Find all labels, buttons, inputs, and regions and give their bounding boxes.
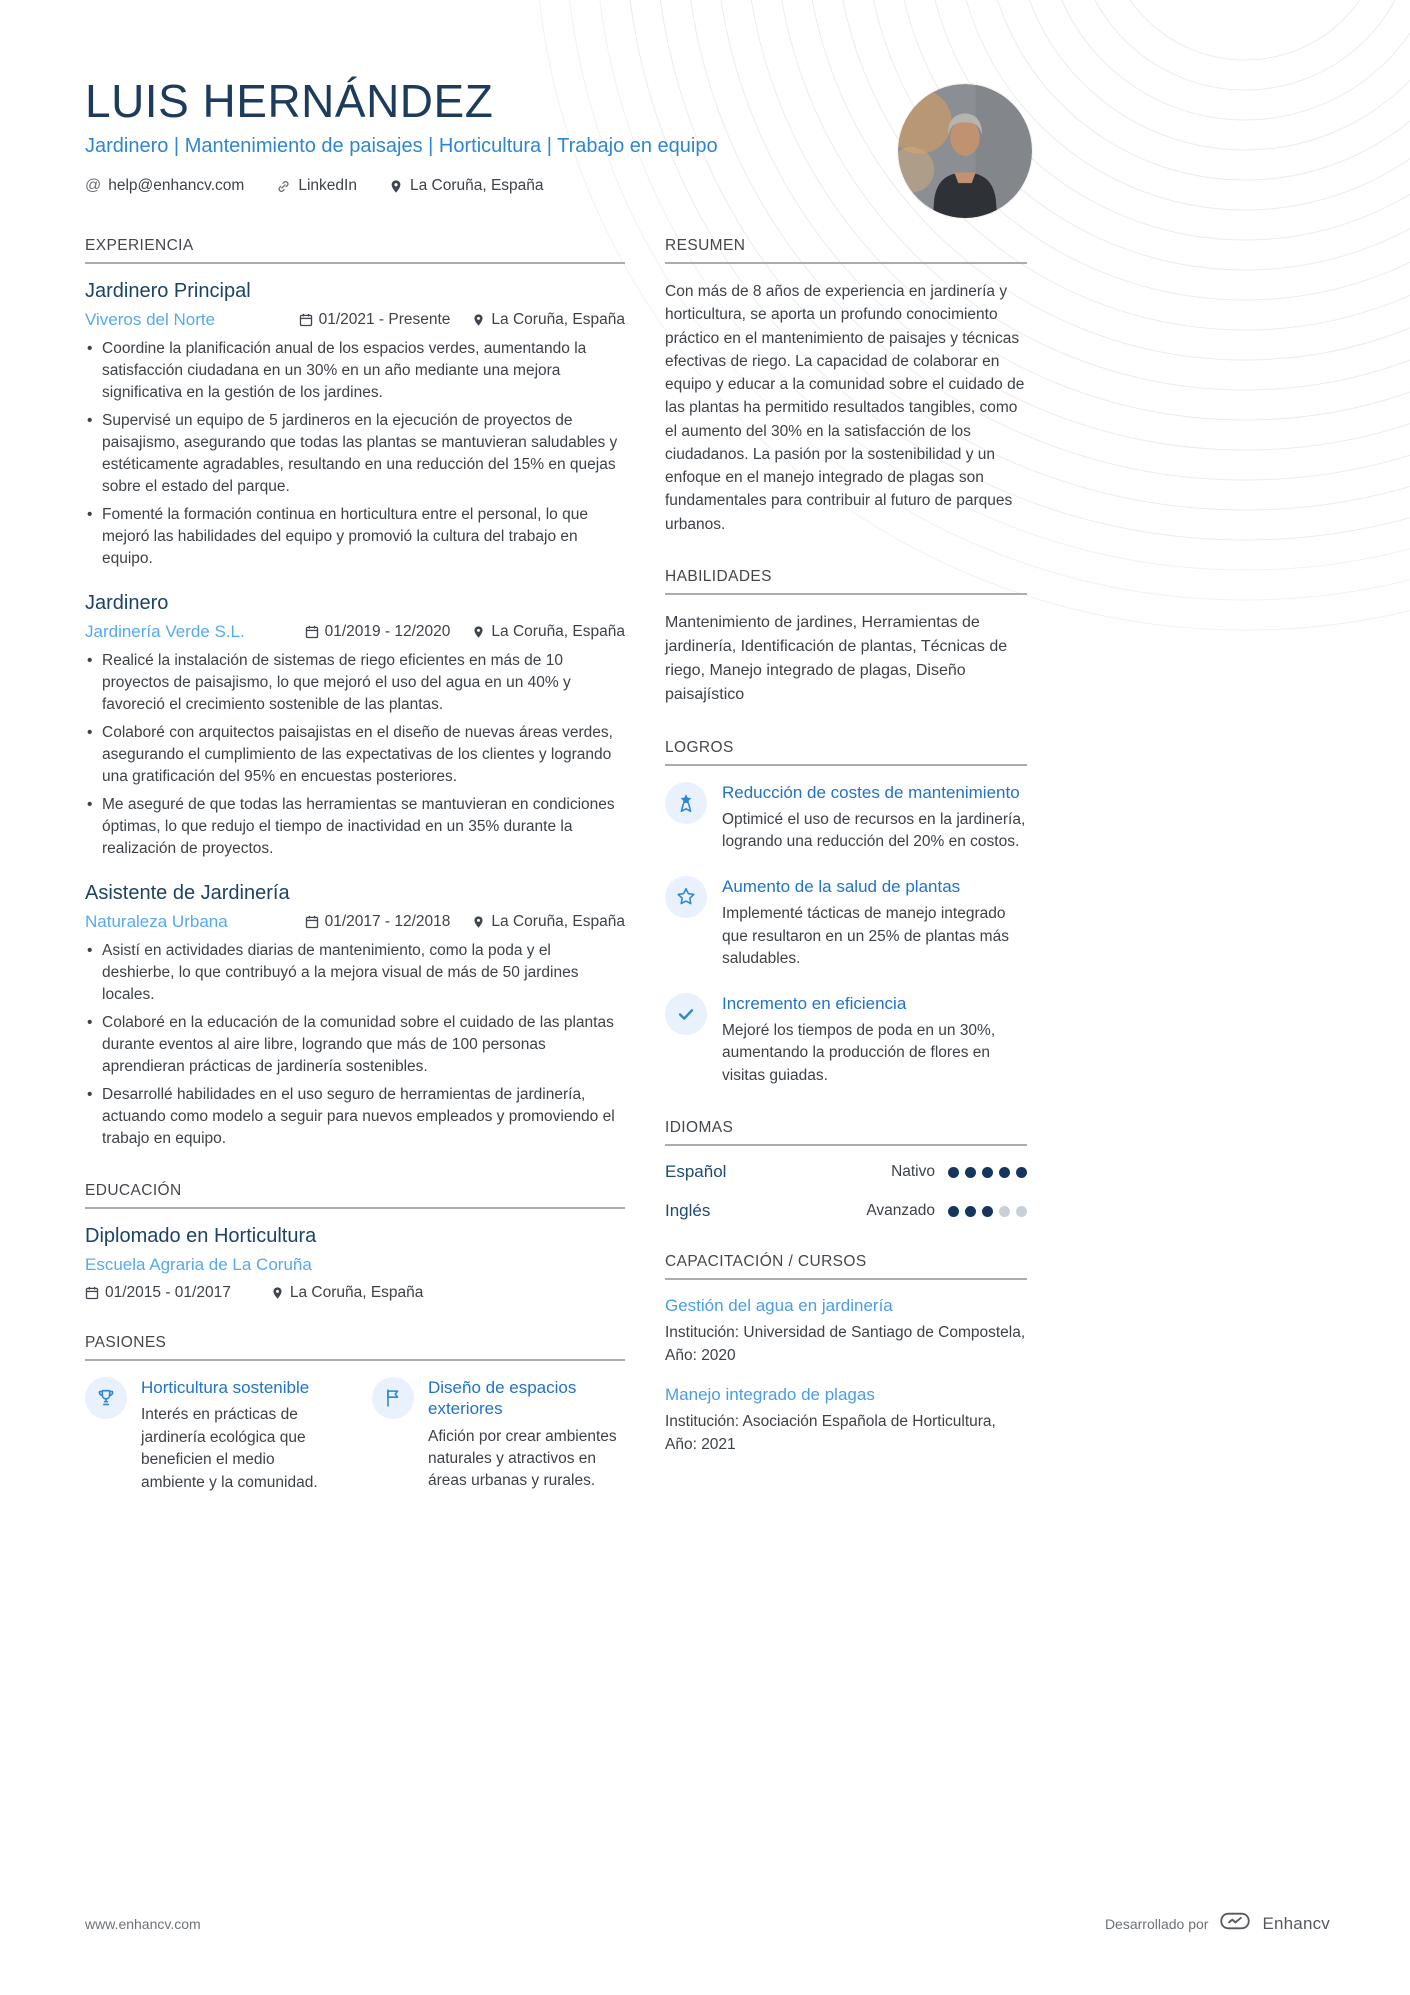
education-location [271,1284,424,1302]
trophy-icon [85,1377,127,1419]
job-entry-3 [85,882,625,1150]
calendar-icon [305,625,319,639]
course-text: Institución: Asociación Española de Horticultura, Año: 2021 [665,1413,996,1453]
passions-section [85,1334,625,1494]
skills-section [665,568,1027,707]
link-icon [276,179,291,194]
job-dates-text: 01/2019 - 12/2020 [324,623,451,640]
bullet-point: • Colaboré con arquitectos paisajistas en el diseño de nuevas áreas verdes, asegurando el cumplimiento de las expectativas de los clientes y logrando una gratificación del 95% en encuestas posteriores. [85,722,625,788]
at-icon: @ [85,177,102,194]
bullet-point: • Desarrollé habilidades en el uso seguro de herramientas de jardinería, actuando como modelo a seguir para nuevos empleados y promoviendo el trabajo en equipo. [85,1084,625,1150]
job-bullets [85,940,625,1150]
achievements-section [665,739,1027,1088]
job-location-text: La Coruña, España [491,623,625,640]
course-text: Institución: Universidad de Santiago de Compostela, Año: 2020 [665,1324,1026,1364]
achievement-item-2 [665,876,1027,971]
calendar-icon [305,915,319,929]
achievement-content [722,876,1027,971]
location-icon [271,1286,284,1300]
passion-content [428,1377,625,1494]
job-bullets [85,650,625,860]
course-title: Gestión del agua en jardinería [665,1296,893,1316]
language-row-1 [665,1162,1027,1182]
location-icon [472,625,485,639]
location-icon [472,915,485,929]
school-name: Escuela Agraria de La Coruña [85,1255,312,1274]
achievement-item-1 [665,782,1027,854]
achievement-text: Implementé tácticas de manejo integrado que resultaron en un 25% de plantas más saludables. [722,905,1009,968]
location-icon [389,179,403,194]
footer-branding [1105,1910,1330,1937]
skills-text: Mantenimiento de jardines, Herramientas de jardinería, Identificación de plantas, Técnicas de riego, Manejo integrado de plagas, Diseño paisajístico [665,613,1008,703]
job-meta [85,622,625,642]
check-icon [665,993,707,1035]
footer-url[interactable]: www.enhancv.com [85,1915,201,1932]
bullet-point: • Fomenté la formación continua en horticultura entre el personal, lo que mejoró las habilidades del equipo y promovió la cultura del trabajo en equipo. [85,504,625,570]
candidate-name: LUIS HERNÁNDEZ [85,75,494,127]
job-dates-text: 01/2017 - 12/2018 [324,913,451,930]
language-level: Nativo [891,1163,935,1181]
calendar-icon [299,313,313,327]
profile-photo-placeholder [898,84,1032,218]
summary-section [665,237,1027,536]
passion-text: Interés en prácticas de jardinería ecológica que beneficien el medio ambiente y la comunidad. [141,1406,318,1491]
star-icon [665,876,707,918]
passion-item-2 [372,1377,625,1494]
bullet-point: • Supervisé un equipo de 5 jardineros en la ejecución de proyectos de paisajismo, asegurando que todas las plantas se mantuvieran saludables y estéticamente agradables, resultando en una reducción del 15% en quejas sobre el estado del parque. [85,410,625,498]
medal-star-icon [665,782,707,824]
job-location [472,623,625,641]
achievement-item-3 [665,993,1027,1088]
experience-section [85,237,625,1150]
job-location [472,913,625,931]
header [0,0,1410,195]
company-name: Viveros del Norte [85,310,216,329]
flag-icon [372,1377,414,1419]
achievement-text: Mejoré los tiempos de poda en un 30%, aumentando la producción de flores en visitas guiadas. [722,1021,996,1084]
education-dates-text: 01/2015 - 01/2017 [105,1284,231,1301]
language-proficiency-dots [948,1206,1027,1217]
job-dates-text: 01/2021 - Presente [318,311,451,328]
job-entry-1 [85,280,625,570]
profile-photo [898,84,1032,218]
job-title: Jardinero [85,592,169,614]
passions-grid [85,1377,625,1494]
email-contact [85,177,244,195]
language-name: Español [665,1162,727,1182]
passion-text: Afición por crear ambientes naturales y atractivos en áreas urbanas y rurales. [428,1427,617,1490]
language-name: Inglés [665,1201,711,1221]
passions-heading: PASIONES [85,1334,625,1361]
brand-name[interactable]: Enhancv [1262,1913,1330,1933]
job-dates [305,913,451,931]
footer [85,1910,1330,1937]
contact-row [85,177,1410,195]
passion-title: Diseño de espacios exteriores [428,1378,577,1419]
job-location-text: La Coruña, España [491,311,625,328]
course-item-1 [665,1296,1027,1367]
email-link[interactable]: help@enhancv.com [108,177,245,194]
job-location-text: La Coruña, España [491,913,625,930]
enhancv-logo-icon [1218,1910,1252,1937]
education-location-text: La Coruña, España [289,1284,424,1301]
location-icon [472,313,485,327]
passion-title: Horticultura sostenible [141,1378,310,1397]
summary-heading: RESUMEN [665,237,1027,264]
job-dates [305,623,451,641]
achievement-text: Optimicé el uso de recursos en la jardinería, logrando una reducción del 20% en costos. [722,811,1026,851]
bullet-point: • Asistí en actividades diarias de mantenimiento, como la poda y el deshierbe, lo que contribuyó a la mejora visual de más de 50 jardines locales. [85,940,625,1006]
company-name: Naturaleza Urbana [85,912,228,931]
education-dates [85,1284,231,1302]
education-heading: EDUCACIÓN [85,1182,625,1209]
courses-section [665,1253,1027,1456]
job-location [472,311,625,329]
bullet-point: • Realicé la instalación de sistemas de riego eficientes en más de 10 proyectos de paisajismo, lo que mejoró el uso del agua en un 40% y favoreció el crecimiento sostenible de las plantas. [85,650,625,716]
company-name: Jardinería Verde S.L. [85,622,245,641]
achievement-title: Incremento en eficiencia [722,993,907,1013]
course-item-2 [665,1385,1027,1456]
job-meta [85,912,625,932]
achievement-title: Aumento de la salud de plantas [722,876,961,896]
linkedin-contact [276,177,357,195]
calendar-icon [85,1286,99,1300]
languages-section [665,1119,1027,1221]
two-column-layout [0,237,1410,1526]
bullet-point: • Coordine la planificación anual de los espacios verdes, aumentando la satisfacción ciudadana en un 30% en un año mediante una mejora significativa en la gestión de los jardines. [85,338,625,404]
linkedin-link[interactable]: LinkedIn [298,177,357,194]
education-section [85,1182,625,1302]
degree-title: Diplomado en Horticultura [85,1225,317,1247]
language-level: Avanzado [866,1202,935,1220]
powered-by-text: Desarrollado por [1104,1915,1209,1932]
job-dates [299,311,451,329]
achievements-heading: LOGROS [665,739,1027,766]
summary-text: Con más de 8 años de experiencia en jardinería y horticultura, se aporta un profundo conocimiento práctico en el mantenimiento de paisajes y técnicas efectivas de riego. La capacidad de colaborar en equipo y educar a la comunidad sobre el cuidado de las plantas ha permitido resultados tangibles, como el aumento del 30% en la satisfacción de los ciudadanos. La pasión por la sostenibilidad y un enfoque en el manejo integrado de plagas son fundamentales para contribuir al futuro de parques urbanos. [665,283,1025,533]
bullet-point: • Me aseguré de que todas las herramientas se mantuvieran en condiciones óptimas, lo que redujo el tiempo de inactividad en un 35% durante la realización de proyectos. [85,794,625,860]
job-meta [85,310,625,330]
job-title: Asistente de Jardinería [85,882,290,904]
job-bullets [85,338,625,570]
tagline: Jardinero | Mantenimiento de paisajes | Horticultura | Trabajo en equipo [85,135,718,157]
courses-heading: CAPACITACIÓN / CURSOS [665,1253,1027,1280]
achievement-content [722,993,1027,1088]
languages-heading: IDIOMAS [665,1119,1027,1146]
right-column [665,237,1027,1526]
language-proficiency-dots [948,1167,1027,1178]
bullet-point: • Colaboré en la educación de la comunidad sobre el cuidado de las plantas durante eventos al aire libre, logrando que más de 100 personas aprendieran prácticas de jardinería sostenibles. [85,1012,625,1078]
achievement-content [722,782,1027,854]
course-title: Manejo integrado de plagas [665,1385,875,1405]
education-meta [85,1284,625,1302]
location-contact [389,177,544,195]
passion-content [141,1377,338,1494]
job-entry-2 [85,592,625,860]
achievement-title: Reducción de costes de mantenimiento [722,782,1020,802]
skills-heading: HABILIDADES [665,568,1027,595]
language-row-2 [665,1201,1027,1221]
experience-heading: EXPERIENCIA [85,237,625,264]
location-text: La Coruña, España [409,177,544,194]
job-title: Jardinero Principal [85,280,251,302]
passion-item-1 [85,1377,338,1494]
left-column [85,237,625,1526]
